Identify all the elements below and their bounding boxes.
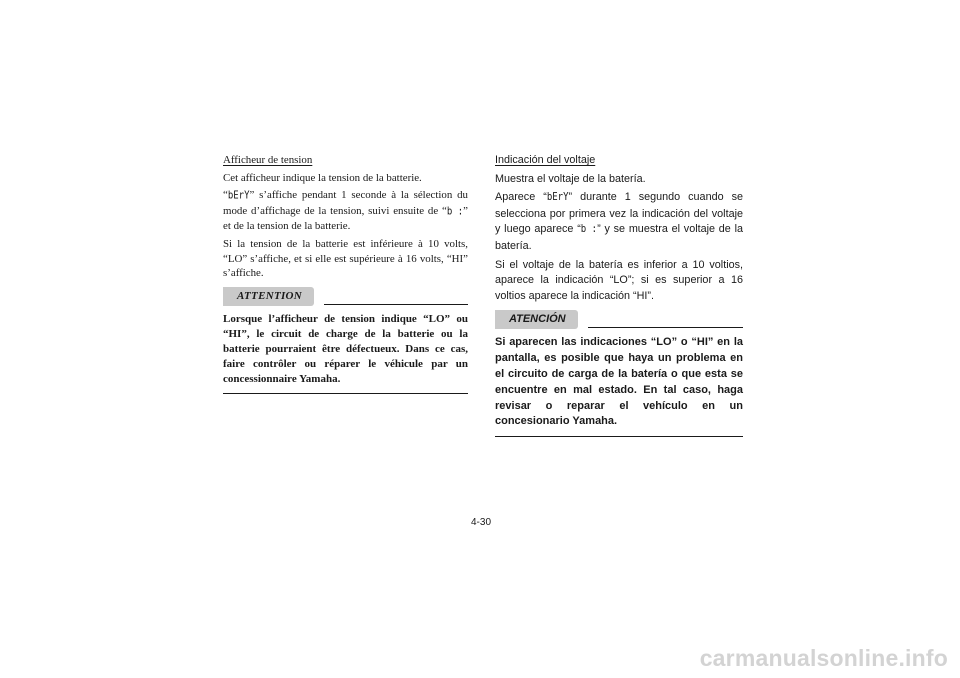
page-number: 4-30 bbox=[471, 517, 492, 528]
french-paragraph-1: Cet afficheur indique la tension de la batterie. bbox=[223, 171, 422, 184]
spanish-caution-text: Si aparecen las indicaciones “LO” o “HI” en la pantalla, es posible que haya un problema en el circuito de carga de la batería o que esta se encuentre en mal estado. En tal caso, haga revisar o reparar el vehículo en un concesionario Yamaha. bbox=[495, 335, 743, 437]
french-text: ” et de la tension de la batterie. bbox=[223, 204, 468, 233]
french-column bbox=[223, 153, 468, 394]
lcd-code-batt: bErY bbox=[227, 190, 250, 202]
spanish-column bbox=[495, 153, 743, 437]
caution-rule bbox=[588, 327, 743, 328]
spanish-section-heading: Indicación del voltaje bbox=[495, 154, 596, 166]
french-caution-header bbox=[223, 287, 468, 306]
spanish-text: ” durante 1 segundo cuando se selecciona por primera vez la indicación del voltaje y luego aparece “ bbox=[495, 191, 743, 236]
lcd-code-b: b : bbox=[580, 224, 598, 237]
spanish-caution-label: ATENCIÓN bbox=[495, 310, 578, 329]
french-section-heading: Afficheur de tension bbox=[223, 154, 313, 166]
watermark: carmanualsonline.info bbox=[699, 645, 948, 671]
french-caution-text: Lorsque l’afficheur de tension indique “LO” ou “HI”, le circuit de charge de la batterie ou la batterie pourraient être défectueux. Dans ce cas, faire contrôler ou réparer le véhicule par un concessionnaire Yamaha. bbox=[223, 312, 468, 394]
french-paragraph-3: Si la tension de la batterie est inférieure à 10 volts, “LO” s’affiche, et si elle est supérieure à 16 volts, “HI” s’affiche. bbox=[223, 237, 468, 280]
spanish-text: ” y se muestra el voltaje de la batería. bbox=[495, 223, 743, 252]
spanish-paragraph-3: Si el voltaje de la batería es inferior a 10 voltios, aparece la indicación “LO”; si es superior a 16 voltios aparece la indicación “HI”. bbox=[495, 258, 743, 302]
french-paragraph-2 bbox=[223, 188, 468, 234]
lcd-code-b: b : bbox=[446, 205, 464, 218]
french-caution-label: ATTENTION bbox=[223, 287, 314, 306]
spanish-paragraph-2 bbox=[495, 190, 743, 254]
caution-rule bbox=[324, 304, 468, 305]
french-text: ” s’affiche pendant 1 seconde à la sélection du mode d’affichage de la tension, suivi ensuite de “ bbox=[223, 189, 468, 217]
spanish-caution-header bbox=[495, 310, 743, 329]
spanish-text: Aparece “ bbox=[495, 191, 547, 204]
spanish-paragraph-1: Muestra el voltaje de la batería. bbox=[495, 172, 646, 185]
lcd-code-batt: bErY bbox=[546, 192, 569, 204]
french-text: “ bbox=[223, 189, 228, 202]
